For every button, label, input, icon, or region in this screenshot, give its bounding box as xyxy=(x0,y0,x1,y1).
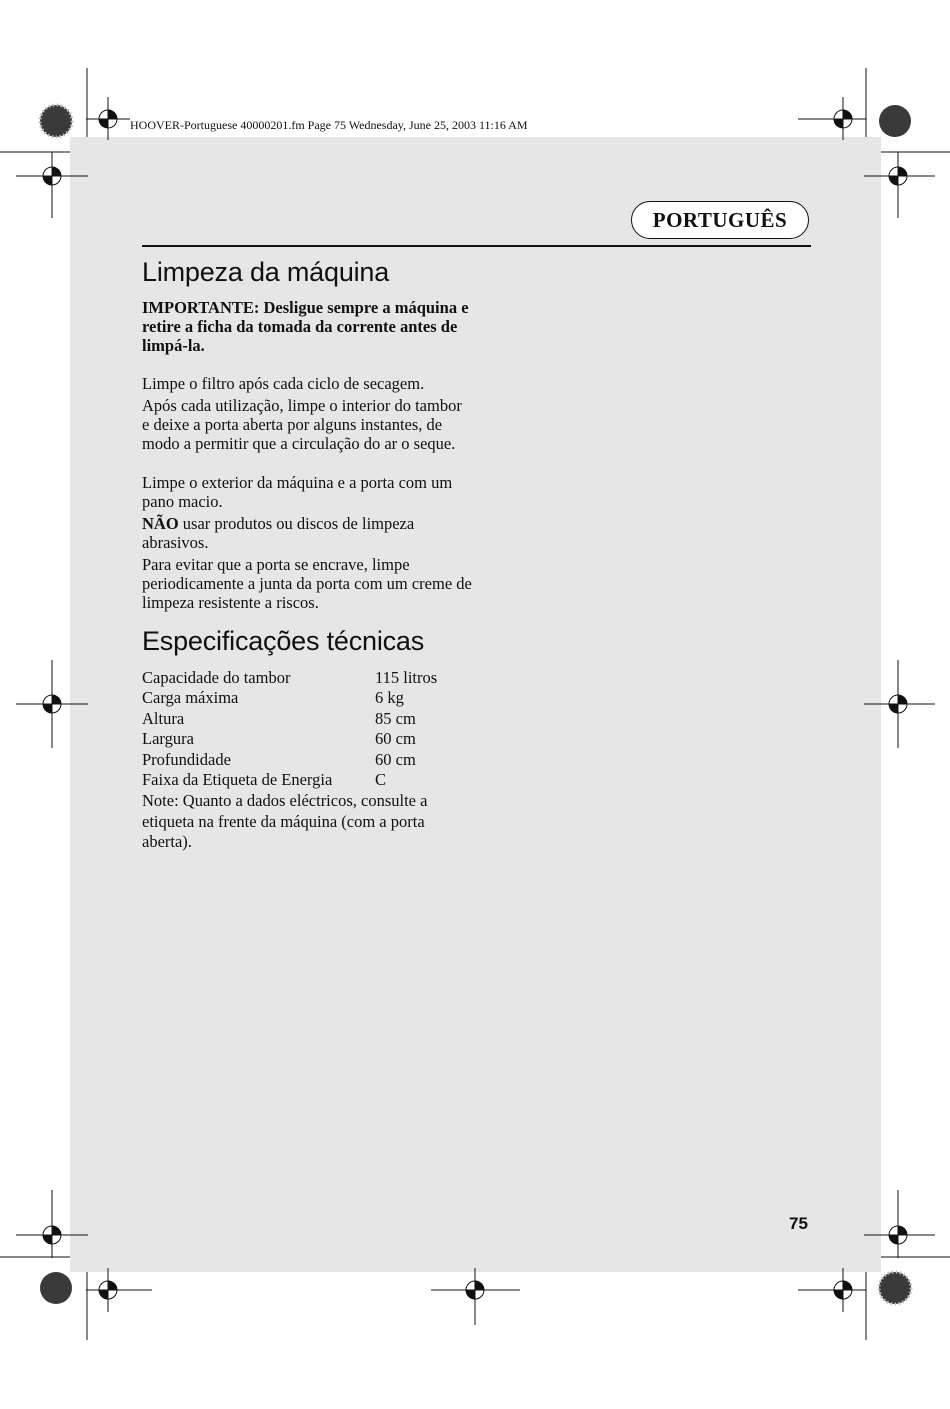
abrasives-text: usar produtos ou discos de limpeza abrasivos. xyxy=(142,514,415,552)
spec-label: Capacidade do tambor xyxy=(142,668,291,687)
spec-row xyxy=(142,688,437,708)
spec-label: Carga máxima xyxy=(142,688,239,708)
spec-label: Altura xyxy=(142,708,185,728)
file-slug: HOOVER-Portuguese 40000201.fm Page 75 Wednesday, June 25, 2003 11:16 AM xyxy=(130,118,528,132)
paragraph-exterior: Limpe o exterior da máquina e a porta com um pano macio. xyxy=(142,473,453,511)
electrical-note: Note: Quanto a dados eléctricos, consulte a etiqueta na frente da máquina (com a porta aberta). xyxy=(142,791,428,851)
spec-value: 60 cm xyxy=(375,749,416,769)
section-title-specs: Especificações técnicas xyxy=(142,626,425,656)
important-warning: IMPORTANTE: Desligue sempre a máquina e retire a ficha da tomada da corrente antes de limpá-la. xyxy=(142,298,469,355)
spec-row xyxy=(142,750,437,770)
paragraph-abrasives xyxy=(142,514,472,552)
spec-label: Faixa da Etiqueta de Energia xyxy=(142,769,333,789)
spec-value: 6 kg xyxy=(375,688,404,708)
warning-emphasis: NÃO xyxy=(142,514,179,533)
section-title-cleaning: Limpeza da máquina xyxy=(142,257,390,287)
paragraph-door-seal: Para evitar que a porta se encrave, limpe periodicamente a junta da porta com um creme de limpeza resistente a riscos. xyxy=(142,555,472,612)
page-number: 75 xyxy=(789,1214,808,1233)
spec-row xyxy=(142,729,437,749)
spec-label: Profundidade xyxy=(142,749,231,769)
header-rule xyxy=(142,245,811,247)
language-tab: PORTUGUÊS xyxy=(631,201,809,239)
spec-label: Largura xyxy=(142,729,194,749)
spec-row xyxy=(142,668,437,688)
spec-row xyxy=(142,709,437,729)
spec-value: 115 litros xyxy=(375,668,438,687)
spec-row xyxy=(142,770,437,790)
spec-value: C xyxy=(375,769,387,789)
paragraph-drum: Após cada utilização, limpe o interior do tambor e deixe a porta aberta por alguns instantes, de modo a permitir que a circulação do ar o seque. xyxy=(142,396,462,453)
spec-value: 60 cm xyxy=(375,729,416,749)
paragraph-filter: Limpe o filtro após cada ciclo de secagem. xyxy=(142,374,425,393)
spec-table xyxy=(142,668,437,790)
spec-value: 85 cm xyxy=(375,708,416,728)
